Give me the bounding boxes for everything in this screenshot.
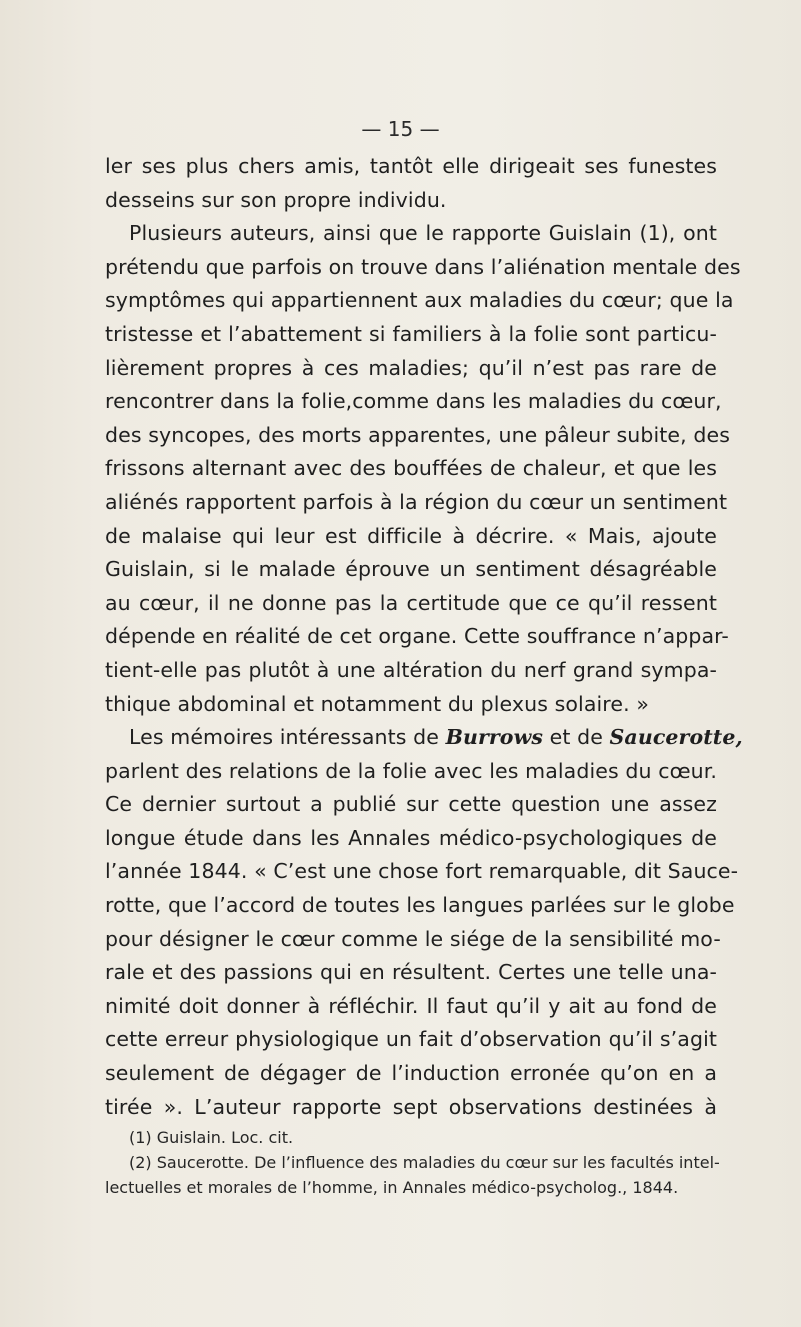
text-line: des syncopes, des morts apparentes, une pâleur subite, des: [105, 422, 730, 447]
text-line: Ce dernier surtout a publié sur cette question une assez: [105, 792, 717, 817]
text-line: prétendu que parfois on trouve dans l’aliénation mentale des: [105, 254, 741, 279]
text-line: tristesse et l’abattement si familiers à la folie sont particu-: [105, 321, 717, 346]
text-line: Plusieurs auteurs, ainsi que le rapporte Guislain (1), ont: [129, 221, 717, 246]
footnotes: [105, 1125, 720, 1200]
text-line: rencontrer dans la folie,comme dans les maladies du cœur,: [105, 389, 722, 414]
text-fragment: Les mémoires intéressants de: [129, 725, 439, 750]
text-line: tirée ». L’auteur rapporte sept observations destinées à: [105, 1094, 717, 1119]
text-line: nimité doit donner à réfléchir. Il faut qu’il y ait au fond de: [105, 993, 717, 1018]
text-line: de malaise qui leur est difficile à décrire. « Mais, ajoute: [105, 523, 717, 548]
text-line: rale et des passions qui en résultent. Certes une telle una-: [105, 960, 717, 985]
text-line: tient-elle pas plutôt à une altération du nerf grand sympa-: [105, 657, 717, 682]
footnote-2: (2) Saucerotte. De l’influence des maladies du cœur sur les facultés intel-: [129, 1153, 720, 1172]
text-line: frissons alternant avec des bouffées de chaleur, et que les: [105, 456, 717, 481]
author-name-saucerotte: Saucerotte,: [609, 725, 743, 750]
text-line: rotte, que l’accord de toutes les langues parlées sur le globe: [105, 893, 735, 918]
text-line: ler ses plus chers amis, tantôt elle dirigeait ses funestes: [105, 154, 717, 178]
text-line: seulement de dégager de l’induction erronée qu’on en a: [105, 1061, 717, 1086]
text-line: desseins sur son propre individu.: [105, 187, 447, 212]
text-line: au cœur, il ne donne pas la certitude que ce qu’il ressent: [105, 590, 717, 615]
text-line: thique abdominal et notamment du plexus solaire. »: [105, 691, 649, 716]
text-line: parlent des relations de la folie avec les maladies du cœur.: [105, 758, 717, 783]
text-line: lièrement propres à ces maladies; qu’il n’est pas rare de: [105, 355, 717, 380]
page-number: — 15 —: [361, 117, 440, 141]
text-line: cette erreur physiologique un fait d’observation qu’il s’agit: [105, 1027, 717, 1052]
text-line: longue étude dans les Annales médico-psychologiques de: [105, 825, 717, 850]
text-line: aliénés rapportent parfois à la région du cœur un sentiment: [105, 489, 728, 514]
text-fragment: et de: [549, 725, 603, 750]
text-line: symptômes qui appartiennent aux maladies du cœur; que la: [105, 288, 734, 313]
text-line: l’année 1844. « C’est une chose fort remarquable, dit Sauce-: [105, 859, 739, 884]
text-line: dépende en réalité de cet organe. Cette souffrance n’appar-: [105, 624, 729, 649]
body-text: [105, 150, 743, 1124]
footnote-1: (1) Guislain. Loc. cit.: [129, 1128, 294, 1147]
footnote-2-continued: lectuelles et morales de l’homme, in Annales médico-psycholog., 1844.: [105, 1178, 679, 1197]
text-line: pour désigner le cœur comme le siége de la sensibilité mo-: [105, 926, 721, 951]
text-line: [105, 721, 743, 755]
text-line: Guislain, si le malade éprouve un sentiment désagréable: [105, 557, 717, 582]
author-name-burrows: Burrows: [445, 725, 543, 750]
